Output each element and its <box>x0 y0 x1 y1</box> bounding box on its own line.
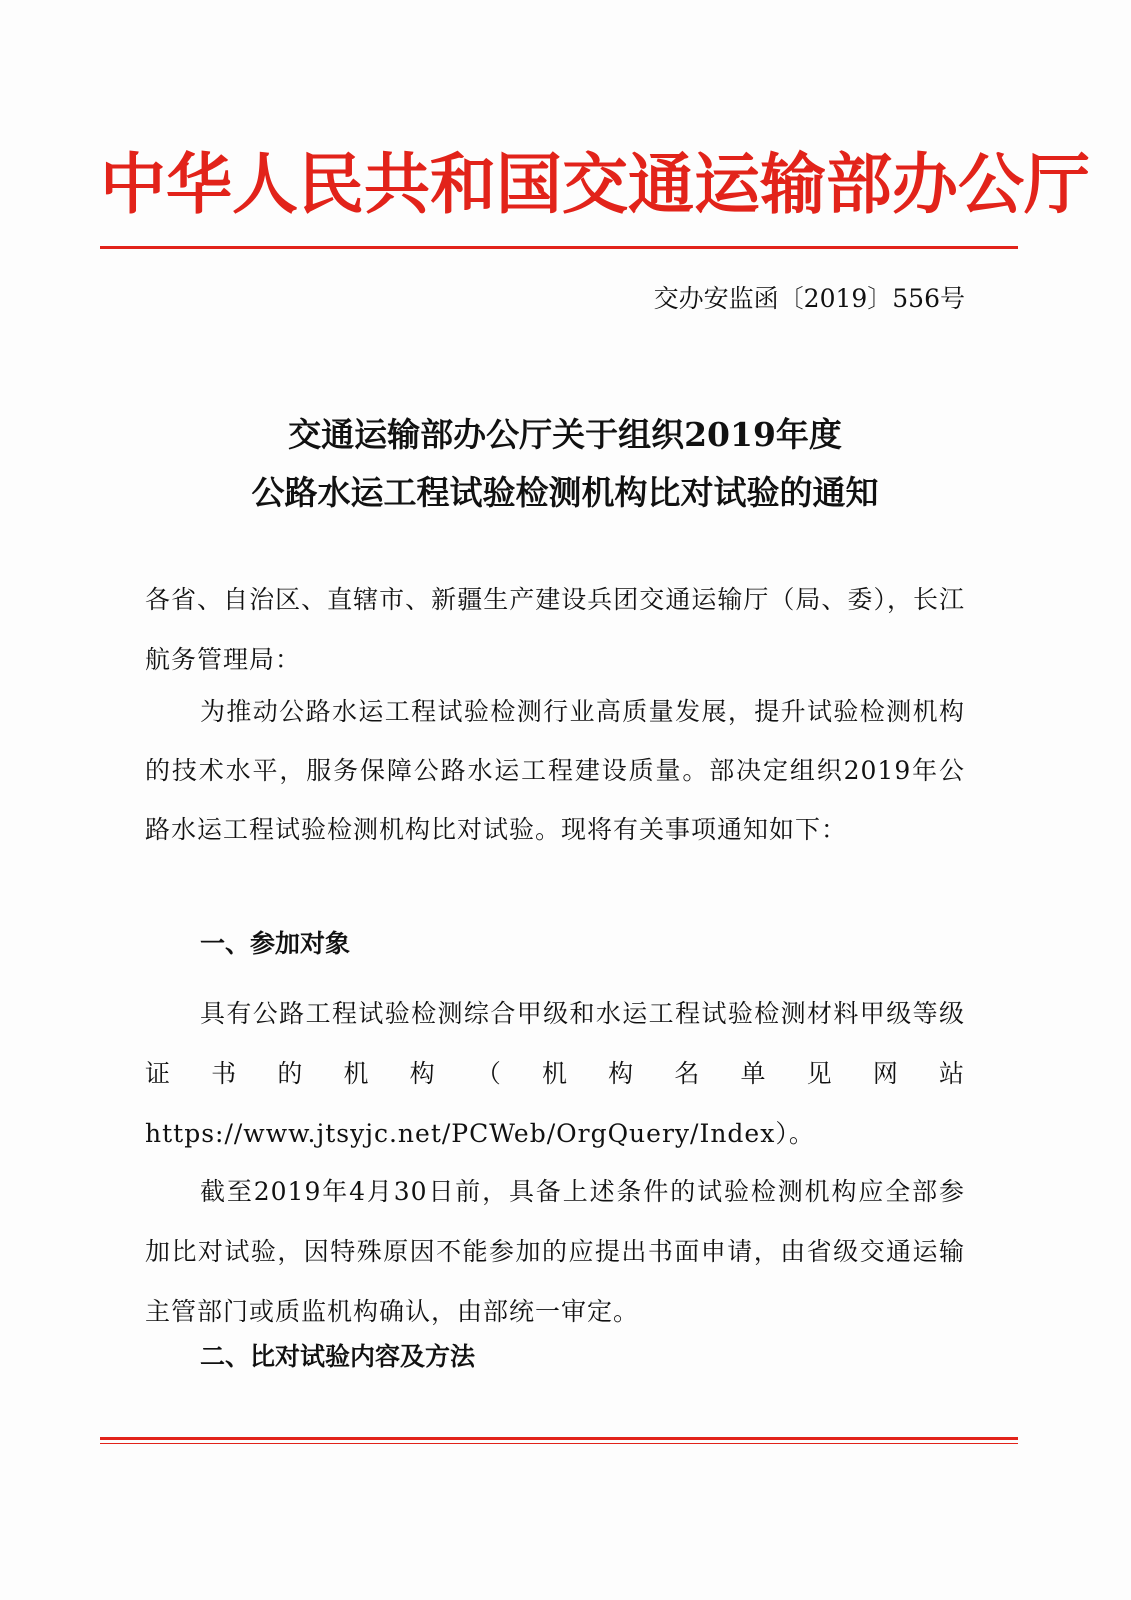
document-number: 交办安监函〔2019〕556号 <box>653 284 965 313</box>
section1-paragraph-1: 具有公路工程试验检测综合甲级和水运工程试验检测材料甲级等级证书的机构（机构名单见网站 https://www.jtsyjc.net/PCWeb/OrgQuery/Index）。 <box>145 999 965 1148</box>
title-line-1: 交通运输部办公厅关于组织2019年度 <box>288 415 842 454</box>
section-heading-2: 二、比对试验内容及方法 <box>200 1342 476 1371</box>
intro-paragraph: 为推动公路水运工程试验检测行业高质量发展，提升试验检测机构的技术水平，服务保障公路水运工程建设质量。部决定组织2019年公路水运工程试验检测机构比对试验。现将有关事项通知如下： <box>145 697 965 844</box>
addressee: 各省、自治区、直辖市、新疆生产建设兵团交通运输厅（局、委），长江航务管理局： <box>145 585 965 674</box>
section-heading-1: 一、参加对象 <box>200 929 351 958</box>
section1-paragraph-2: 截至2019年4月30日前，具备上述条件的试验检测机构应全部参加比对试验，因特殊原因不能参加的应提出书面申请，由省级交通运输主管部门或质监机构确认，由部统一审定。 <box>145 1177 965 1326</box>
issuer-masthead: 中华人民共和国交通运输部办公厅 <box>100 145 1090 223</box>
footer-divider-bottom <box>100 1443 1018 1444</box>
footer-divider-top <box>100 1437 1018 1440</box>
title-line-2: 公路水运工程试验检测机构比对试验的通知 <box>251 473 879 512</box>
masthead-divider <box>100 246 1018 249</box>
